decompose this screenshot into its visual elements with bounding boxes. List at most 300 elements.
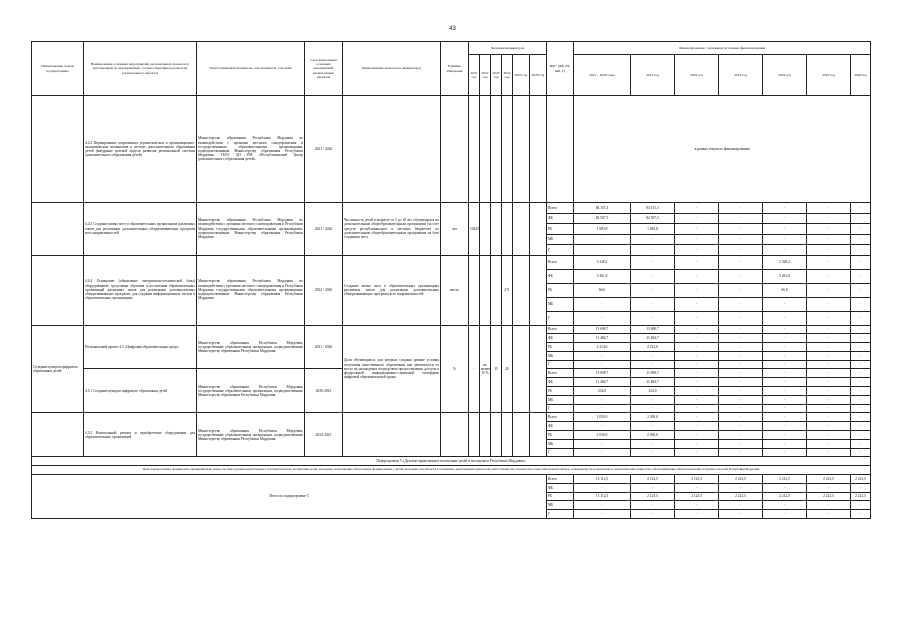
header-task: Наименование задачи подпрограммы bbox=[32, 42, 84, 96]
fin-value: - bbox=[851, 369, 871, 378]
event-4-5: Региональный проект 4.5 «Цифровая образовательная среда» bbox=[84, 325, 197, 369]
fin-value: - bbox=[763, 325, 807, 334]
fin-value: - bbox=[851, 483, 871, 492]
fin-value: - bbox=[719, 483, 763, 492]
header-f2026: 2026 год bbox=[851, 55, 871, 96]
fin-value: - bbox=[675, 360, 719, 369]
task-cell-empty bbox=[32, 96, 84, 203]
fin-value: - bbox=[631, 439, 675, 448]
fin-value: - bbox=[763, 369, 807, 378]
fin-source: Всего bbox=[547, 255, 574, 269]
row-4-4-4 bbox=[32, 255, 871, 269]
fin-value: - bbox=[807, 369, 851, 378]
fin-value: - bbox=[763, 413, 807, 422]
fin-value: - bbox=[763, 343, 807, 352]
fin-value: - bbox=[851, 448, 871, 457]
fin-source: РБ bbox=[547, 343, 574, 352]
fin-value: 3 328,2 bbox=[763, 255, 807, 269]
financing-note-4-4-2: в рамках текущего финансирования bbox=[574, 96, 871, 203]
fin-value: - bbox=[675, 387, 719, 396]
fin-source: РБ bbox=[547, 431, 574, 440]
fin-value: - bbox=[807, 351, 851, 360]
task-cell-empty bbox=[32, 203, 84, 256]
event-4-5-1: 4.5.1 Создание центров цифрового образования детей bbox=[84, 369, 197, 413]
fin-value: - bbox=[675, 448, 719, 457]
fin-value: - bbox=[807, 224, 851, 235]
header-indicator: Наименование показателя (индикатора) bbox=[343, 42, 441, 96]
fin-value: - bbox=[763, 448, 807, 457]
indicator-4-5: Доля обучающихся, для которых созданы равные условия получения качественного образования вне зависимости от места их нахождения посредством предоставления доступа к федеральной информационно-сервисной платформе цифровой образовательной среды bbox=[343, 325, 441, 413]
fin-value: - bbox=[719, 395, 763, 404]
fin-value: 2 123,5 bbox=[675, 475, 719, 484]
value-empty bbox=[469, 255, 480, 325]
fin-value: - bbox=[631, 448, 675, 457]
unit-4-4-4: место bbox=[441, 255, 469, 325]
fin-value: - bbox=[851, 334, 871, 343]
value-empty bbox=[530, 96, 547, 203]
fin-value: 13 112,5 bbox=[574, 492, 631, 501]
fin-value: - bbox=[763, 360, 807, 369]
indicator-4-4-3: Численность детей в возрасте от 5 до 18 лет, обучающихся по дополнительным общеобразовательным программам (за счет средств республиканского и местных бюджетов) по дополнительным общеобразовательным программам на базе созданных мест bbox=[343, 203, 441, 256]
fin-value: 84 151,3 bbox=[574, 203, 631, 214]
responsible-4-4-3: Министерство образования Республики Мордовия во взаимодействии с органами местного самоуправления и Республики Мордовия государственными образовательными организациями, подведомственными Министерству образования Республики Мордовия bbox=[197, 203, 305, 256]
fin-value: - bbox=[675, 501, 719, 510]
row-4-4-2 bbox=[32, 96, 871, 203]
fin-value: 3 261,8 bbox=[763, 269, 807, 283]
fin-value: - bbox=[675, 422, 719, 431]
fin-value: - bbox=[851, 351, 871, 360]
fin-value: - bbox=[675, 283, 719, 297]
fin-value: - bbox=[763, 234, 807, 245]
fin-value: - bbox=[851, 422, 871, 431]
fin-value: - bbox=[631, 234, 675, 245]
fin-value: - bbox=[675, 255, 719, 269]
fin-value: - bbox=[763, 224, 807, 235]
fin-value: 11 484,7 bbox=[631, 378, 675, 387]
fin-value: - bbox=[631, 360, 675, 369]
term-4-4-2: 2021 - 2026 bbox=[305, 96, 343, 203]
header-f-total: 2021 – 2026 годы bbox=[574, 55, 631, 96]
indicator-empty bbox=[343, 413, 441, 457]
row-4-5-2 bbox=[32, 413, 871, 422]
fin-value: - bbox=[807, 395, 851, 404]
fin-value: 2 123,5 bbox=[675, 492, 719, 501]
fin-value: - bbox=[807, 311, 851, 325]
event-4-4-4: 4.4.4 Оснащение (обновление материально-технической базы) оборудованием, средствами обучения и воспитания образовательных организаций различных типов для реализации дополнительных общеразвивающих программ, для создания информационных систем в образовательных организациях bbox=[84, 255, 197, 325]
value-empty bbox=[491, 203, 502, 256]
fin-value: - bbox=[675, 404, 719, 413]
fin-value: - bbox=[807, 431, 851, 440]
fin-value: - bbox=[807, 501, 851, 510]
fin-value: - bbox=[807, 422, 851, 431]
fin-value: - bbox=[763, 351, 807, 360]
value-empty bbox=[480, 413, 491, 457]
value-2021-4-4-3: 10425 bbox=[469, 203, 480, 256]
value-empty bbox=[530, 325, 547, 413]
fin-value: - bbox=[807, 387, 851, 396]
fin-source: Всего bbox=[547, 203, 574, 214]
fin-value: 2 212,5 bbox=[807, 492, 851, 501]
unit-4-4-3: чел bbox=[441, 203, 469, 256]
fin-source: Г bbox=[547, 360, 574, 369]
fin-source: МБ bbox=[547, 439, 574, 448]
header-y2025: 2025 год bbox=[513, 55, 530, 96]
fin-value: 84 151,3 bbox=[631, 203, 675, 214]
unit-empty bbox=[441, 413, 469, 457]
fin-value: - bbox=[807, 483, 851, 492]
subprogram-5-goal-row bbox=[32, 466, 871, 475]
value-empty bbox=[530, 203, 547, 256]
fin-source: Всего bbox=[547, 325, 574, 334]
fin-value: - bbox=[851, 404, 871, 413]
fin-source: ФБ bbox=[547, 269, 574, 283]
fin-source: МБ bbox=[547, 501, 574, 510]
fin-value: - bbox=[719, 334, 763, 343]
value-empty bbox=[480, 255, 491, 325]
fin-value: 2 030,0 bbox=[574, 431, 631, 440]
fin-value: - bbox=[851, 343, 871, 352]
fin-value: - bbox=[574, 501, 631, 510]
fin-value: 1 683,8 bbox=[631, 224, 675, 235]
fin-value: 11 484,7 bbox=[574, 334, 631, 343]
fin-value: - bbox=[675, 510, 719, 519]
value-empty bbox=[502, 203, 513, 256]
responsible-4-4-4: Министерство образования Республики Мордовия во взаимодействии с органами местного самоуправления и Республики Мордовия государственными образовательными организациями, подведомственными Министерству образования Республики Мордовия bbox=[197, 255, 305, 325]
fin-value: - bbox=[631, 255, 675, 269]
fin-value: - bbox=[719, 283, 763, 297]
fin-value: - bbox=[807, 343, 851, 352]
value-empty bbox=[480, 203, 491, 256]
responsible-4-5-2: Министерство образования Республики Мордовия, государственные образовательные организации, подведомственные Министерству образования Республики Мордовия bbox=[197, 413, 305, 457]
header-y2022: 2022 год bbox=[480, 55, 491, 96]
value-empty bbox=[530, 413, 547, 457]
fin-value: - bbox=[631, 297, 675, 311]
fin-value: - bbox=[807, 325, 851, 334]
fin-source: РБ bbox=[547, 283, 574, 297]
task-cell-empty bbox=[32, 255, 84, 325]
fin-value: - bbox=[719, 234, 763, 245]
fin-value: 2 123,5 bbox=[631, 475, 675, 484]
fin-value: - bbox=[807, 297, 851, 311]
fin-value: 234,0 bbox=[574, 387, 631, 396]
fin-value: - bbox=[574, 439, 631, 448]
fin-value: - bbox=[631, 311, 675, 325]
fin-value: - bbox=[763, 203, 807, 214]
fin-value: - bbox=[851, 255, 871, 269]
fin-value: - bbox=[631, 245, 675, 256]
fin-value: 1 683,8 bbox=[574, 224, 631, 235]
fin-value: - bbox=[719, 213, 763, 224]
fin-value: - bbox=[675, 269, 719, 283]
fin-source: МБ bbox=[547, 351, 574, 360]
header-event: Наименование основных мероприятий, региональных проектов (с детализацией по мероприятиям, соответствующим результатам регионального проекта) bbox=[84, 42, 197, 96]
fin-value: 2 212,5 bbox=[763, 492, 807, 501]
fin-value: - bbox=[719, 245, 763, 256]
subprogram-5-row bbox=[32, 457, 871, 466]
fin-value: 2 212,5 bbox=[719, 475, 763, 484]
term-4-4-4: 2024 - 2026 bbox=[305, 255, 343, 325]
fin-value: - bbox=[631, 404, 675, 413]
fin-value: - bbox=[631, 422, 675, 431]
fin-value: - bbox=[675, 234, 719, 245]
header-financing: Финансирование с указанием источника финансирования bbox=[574, 42, 871, 55]
source-empty bbox=[547, 96, 574, 203]
fin-value: - bbox=[719, 378, 763, 387]
fin-value: - bbox=[574, 234, 631, 245]
fin-value: - bbox=[763, 422, 807, 431]
row-4-5 bbox=[32, 325, 871, 334]
indicator-4-4-4: Создание новых мест в образовательных организациях различных типов для реализации дополнительных общеразвивающих программ всех направленностей bbox=[343, 255, 441, 325]
fin-value: - bbox=[675, 431, 719, 440]
subprogram-5-title: Подпрограмма 5 «Духовно-нравственное воспитание детей и молодежи в Республике Мордовия» bbox=[32, 457, 871, 466]
fin-value: 13 112,5 bbox=[574, 475, 631, 484]
table-body bbox=[32, 42, 871, 519]
fin-value: - bbox=[807, 255, 851, 269]
fin-value: - bbox=[719, 404, 763, 413]
fin-value: - bbox=[851, 234, 871, 245]
fin-value: - bbox=[719, 431, 763, 440]
fin-source: МБ bbox=[547, 297, 574, 311]
value-empty bbox=[469, 413, 480, 457]
fin-value: - bbox=[719, 224, 763, 235]
fin-value: - bbox=[807, 245, 851, 256]
header-sources: ИФ* (ФБ, РБ, МБ, Г) bbox=[547, 42, 574, 96]
value-empty bbox=[513, 325, 530, 413]
header-f2021: 2021 год bbox=[631, 55, 675, 96]
fin-value: 2 212,5 bbox=[851, 475, 871, 484]
header-f2023: 2023 год bbox=[719, 55, 763, 96]
value-2024-4-5: 20 bbox=[502, 325, 513, 413]
fin-value: - bbox=[851, 395, 871, 404]
header-unit: Единица измерения bbox=[441, 42, 469, 96]
fin-value: 66,6 bbox=[574, 283, 631, 297]
fin-value: - bbox=[763, 245, 807, 256]
fin-value: - bbox=[719, 343, 763, 352]
header-f2022: 2022 год bbox=[675, 55, 719, 96]
event-4-4-2: 4.4.2 Формирование современных управленческих и организационно-экономических механизмов в системе дополнительного образования детей (внедрение целевой модели развития региональной системы дополнительного образования детей) bbox=[84, 96, 197, 203]
fin-value: - bbox=[675, 439, 719, 448]
fin-value: - bbox=[719, 297, 763, 311]
fin-value: - bbox=[574, 404, 631, 413]
fin-value: - bbox=[675, 297, 719, 311]
fin-value: - bbox=[574, 395, 631, 404]
fin-value: - bbox=[851, 203, 871, 214]
fin-source: Г bbox=[547, 448, 574, 457]
header-y2021: 2021 год bbox=[469, 55, 480, 96]
fin-value: - bbox=[719, 510, 763, 519]
fin-source: РБ bbox=[547, 492, 574, 501]
fin-source: ФБ bbox=[547, 213, 574, 224]
fin-value: 3 328,2 bbox=[574, 255, 631, 269]
fin-value: 2 030,0 bbox=[574, 413, 631, 422]
fin-value: - bbox=[807, 283, 851, 297]
fin-value: - bbox=[675, 413, 719, 422]
term-4-5-1: 2020-2025 bbox=[305, 369, 343, 413]
responsible-4-5-1: Министерство образования Республики Мордовия, государственные образовательные организации, подведомственные Министерству образования Республики Мордовия bbox=[197, 369, 305, 413]
fin-value: - bbox=[631, 269, 675, 283]
indicator-empty bbox=[343, 96, 441, 203]
responsible-4-5: Министерство образования Республики Мордовия, государственные образовательные организации, подведомственные Министерству образования Республики Мордовия bbox=[197, 325, 305, 369]
fin-source: ФБ bbox=[547, 378, 574, 387]
value-2024-4-4-4: 271 bbox=[502, 255, 513, 325]
fin-value: - bbox=[851, 297, 871, 311]
fin-value: - bbox=[807, 334, 851, 343]
event-4-4-3: 4.4.3 Создание новых мест в образовательных организациях различных типов для реализации дополнительных общеразвивающих программ всех направленностей bbox=[84, 203, 197, 256]
fin-value: - bbox=[851, 510, 871, 519]
fin-value: - bbox=[631, 501, 675, 510]
fin-source: ФБ bbox=[547, 422, 574, 431]
fin-value: - bbox=[675, 224, 719, 235]
header-y2023: 2023 год bbox=[491, 55, 502, 96]
fin-source: ФБ bbox=[547, 334, 574, 343]
fin-value: - bbox=[807, 439, 851, 448]
fin-value: - bbox=[675, 369, 719, 378]
fin-value: - bbox=[675, 343, 719, 352]
value-empty bbox=[491, 255, 502, 325]
fin-value: - bbox=[675, 351, 719, 360]
header-f2024: 2024 год bbox=[763, 55, 807, 96]
header-f2025: 2025 год bbox=[807, 55, 851, 96]
fin-source: Г bbox=[547, 311, 574, 325]
value-empty bbox=[469, 96, 480, 203]
program-table bbox=[31, 41, 871, 519]
fin-value: - bbox=[631, 510, 675, 519]
fin-value: - bbox=[719, 311, 763, 325]
header-y2026: 2026 год bbox=[530, 55, 547, 96]
fin-value: - bbox=[631, 483, 675, 492]
value-2023-4-5: 15 bbox=[491, 325, 502, 413]
fin-value: - bbox=[574, 483, 631, 492]
value-empty bbox=[502, 413, 513, 457]
fin-value: 13 698,7 bbox=[574, 325, 631, 334]
unit-4-5: % bbox=[441, 325, 469, 413]
fin-value: - bbox=[851, 501, 871, 510]
fin-source: МБ bbox=[547, 395, 574, 404]
fin-value: 2 214,0 bbox=[574, 343, 631, 352]
header-indicator-values: Значения индикаторов bbox=[469, 42, 547, 55]
fin-value: - bbox=[675, 378, 719, 387]
fin-value: - bbox=[675, 203, 719, 214]
fin-value: - bbox=[763, 297, 807, 311]
task-cell-empty bbox=[32, 413, 84, 457]
fin-value: - bbox=[851, 224, 871, 235]
fin-value: - bbox=[807, 378, 851, 387]
fin-value: - bbox=[719, 387, 763, 396]
fin-value: - bbox=[574, 245, 631, 256]
header-row-1 bbox=[32, 42, 871, 55]
fin-value: - bbox=[719, 439, 763, 448]
fin-value: - bbox=[719, 351, 763, 360]
fin-value: 2 212,5 bbox=[763, 475, 807, 484]
fin-value: - bbox=[851, 245, 871, 256]
fin-value: - bbox=[851, 413, 871, 422]
task-4-5: Создание центров цифрового образования детей bbox=[32, 325, 84, 413]
fin-value: - bbox=[807, 269, 851, 283]
fin-value: - bbox=[851, 431, 871, 440]
term-4-4-3: 2021 - 2026 bbox=[305, 203, 343, 256]
fin-value: - bbox=[807, 448, 851, 457]
fin-source: РБ bbox=[547, 387, 574, 396]
fin-source: Г bbox=[547, 245, 574, 256]
fin-value: 13 698,7 bbox=[631, 325, 675, 334]
value-empty bbox=[491, 413, 502, 457]
fin-value: - bbox=[807, 404, 851, 413]
fin-value: - bbox=[574, 422, 631, 431]
fin-value: 13 698,7 bbox=[574, 369, 631, 378]
fin-value: - bbox=[851, 213, 871, 224]
fin-value: - bbox=[675, 483, 719, 492]
total-5-label: Итого по подпрограмме 5 bbox=[32, 475, 547, 519]
fin-value: - bbox=[763, 311, 807, 325]
page-number: 43 bbox=[449, 26, 456, 32]
fin-value: - bbox=[851, 439, 871, 448]
subprogram-5-goal: Цель подпрограммы: формировать принципиально новые системы духовно-нравственного и патриотического воспитания детей, молодежи, позволяющие обеспечивать формирование у детей, молодежи способности к созиданию, нравственных ценностей, ответственности, готовности к самостоятельному выбору, основанному на гражданских и патриотических ценностях, обеспечивающие общечеловеческие потребности детей Республики Мордовия bbox=[32, 466, 871, 475]
fin-value: - bbox=[675, 213, 719, 224]
value-empty bbox=[513, 413, 530, 457]
fin-value: - bbox=[675, 334, 719, 343]
fin-value: - bbox=[719, 448, 763, 457]
value-empty bbox=[513, 96, 530, 203]
fin-value: - bbox=[631, 395, 675, 404]
fin-value: 2 212,5 bbox=[851, 492, 871, 501]
fin-value: - bbox=[763, 501, 807, 510]
fin-value: 2 214,0 bbox=[631, 343, 675, 352]
term-4-5-2: 2024-2025 bbox=[305, 413, 343, 457]
fin-value: 82 507,5 bbox=[574, 213, 631, 224]
fin-value: - bbox=[675, 311, 719, 325]
value-empty bbox=[513, 255, 530, 325]
fin-value: - bbox=[807, 213, 851, 224]
unit-empty bbox=[441, 96, 469, 203]
fin-source: РБ bbox=[547, 224, 574, 235]
fin-value: 2 212,5 bbox=[719, 492, 763, 501]
fin-value: - bbox=[719, 413, 763, 422]
fin-value: - bbox=[574, 510, 631, 519]
fin-source: Всего bbox=[547, 475, 574, 484]
fin-source: МБ bbox=[547, 234, 574, 245]
fin-value: - bbox=[763, 510, 807, 519]
header-y2024: 2024 год bbox=[502, 55, 513, 96]
fin-value: - bbox=[851, 283, 871, 297]
fin-value: 11 698,7 bbox=[631, 369, 675, 378]
fin-value: 234,0 bbox=[631, 387, 675, 396]
fin-value: - bbox=[763, 334, 807, 343]
fin-value: - bbox=[675, 245, 719, 256]
fin-value: - bbox=[574, 297, 631, 311]
fin-value: - bbox=[763, 387, 807, 396]
fin-source: ФБ bbox=[547, 483, 574, 492]
fin-value: - bbox=[851, 269, 871, 283]
value-empty bbox=[480, 96, 491, 203]
fin-value: 3 261,8 bbox=[574, 269, 631, 283]
fin-value: 2 212,5 bbox=[807, 475, 851, 484]
total-5-row bbox=[32, 475, 871, 484]
value-2022-4-5: не менее 15 % bbox=[480, 325, 491, 413]
fin-value: - bbox=[851, 311, 871, 325]
fin-value: 11 484,7 bbox=[574, 378, 631, 387]
fin-value: - bbox=[675, 395, 719, 404]
term-4-5: 2021 - 2026 bbox=[305, 325, 343, 369]
fin-value: - bbox=[763, 395, 807, 404]
fin-value: - bbox=[851, 325, 871, 334]
value-empty bbox=[530, 255, 547, 325]
fin-value: - bbox=[807, 360, 851, 369]
fin-value: - bbox=[851, 360, 871, 369]
fin-value: - bbox=[807, 203, 851, 214]
fin-value: - bbox=[807, 234, 851, 245]
fin-value: 82 507,5 bbox=[631, 213, 675, 224]
fin-source: Г bbox=[547, 510, 574, 519]
